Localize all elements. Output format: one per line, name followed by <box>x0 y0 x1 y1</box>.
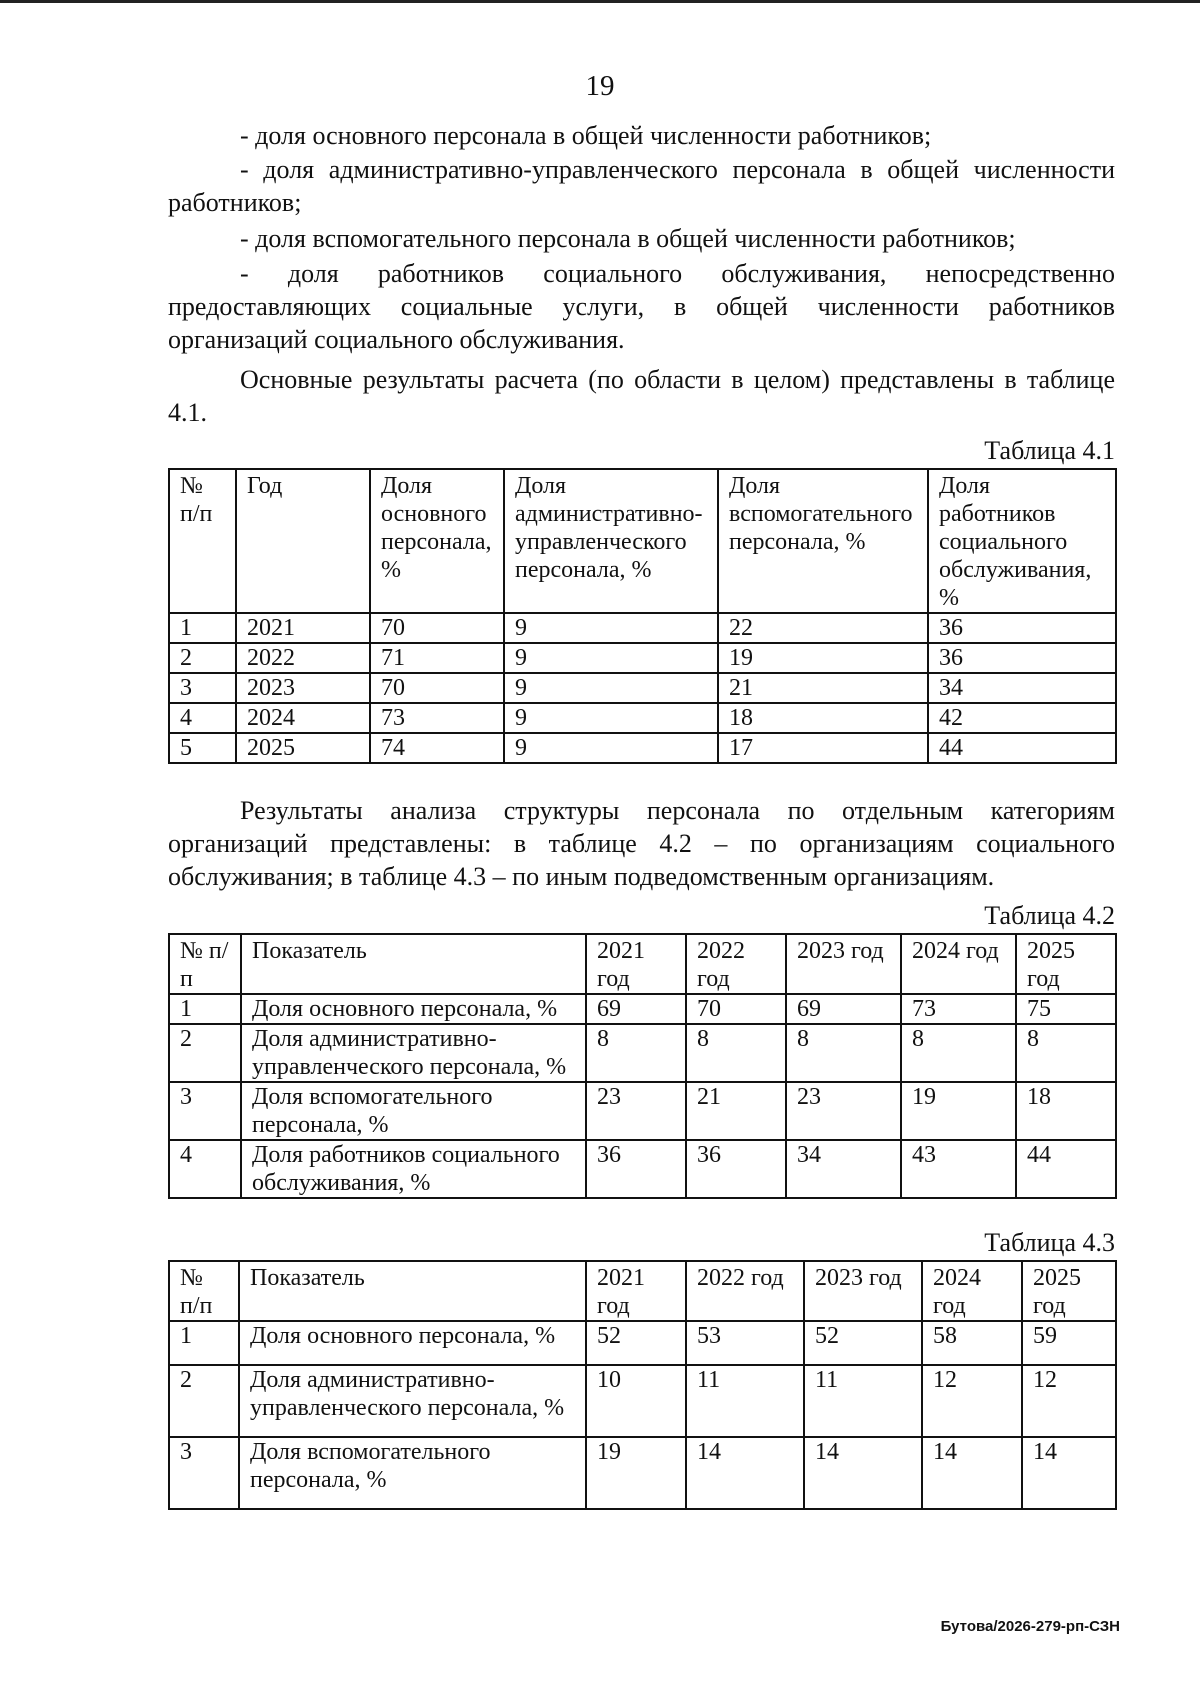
table-4-1-caption: Таблица 4.1 <box>984 436 1115 465</box>
table-cell: 1 <box>169 613 236 643</box>
header-cell: Доля вспомогательного персонала, % <box>718 469 928 613</box>
table-cell: 22 <box>718 613 928 643</box>
header-cell: № п/п <box>169 1261 239 1321</box>
table-cell: 19 <box>718 643 928 673</box>
table-cell: 2 <box>169 1365 239 1437</box>
table-cell: 11 <box>686 1365 804 1437</box>
header-cell: Доля административно-управленческого персонала, % <box>504 469 718 613</box>
table-cell: 14 <box>1022 1437 1116 1509</box>
table-row <box>169 613 1116 643</box>
table-cell: 58 <box>922 1321 1022 1365</box>
table-row <box>169 1140 1116 1198</box>
table-cell: 34 <box>786 1140 901 1198</box>
table-cell: 4 <box>169 703 236 733</box>
table-cell: 2023 <box>236 673 370 703</box>
table-cell: 43 <box>901 1140 1016 1198</box>
header-cell: 2021 год <box>586 934 686 994</box>
table-header-row <box>169 1261 1116 1321</box>
table-4-1 <box>168 468 1117 764</box>
table-cell: 1 <box>169 1321 239 1365</box>
table-cell: 36 <box>686 1140 786 1198</box>
table-cell: 18 <box>1016 1082 1116 1140</box>
table-cell: 36 <box>586 1140 686 1198</box>
header-cell: Показатель <box>239 1261 586 1321</box>
header-cell: 2023 год <box>804 1261 922 1321</box>
table-cell: 2 <box>169 1024 241 1082</box>
table-row <box>169 673 1116 703</box>
table-cell: 3 <box>169 1437 239 1509</box>
table-cell: 9 <box>504 643 718 673</box>
page-number: 19 <box>585 70 615 102</box>
paragraph-support-staff: - доля вспомогательного персонала в общей численности работников; <box>240 224 1016 253</box>
table-row <box>169 1024 1116 1082</box>
table-row <box>169 1365 1116 1437</box>
table-cell: Доля вспомогательного персонала, % <box>239 1437 586 1509</box>
table-cell: 12 <box>922 1365 1022 1437</box>
table-cell: 2 <box>169 643 236 673</box>
table-cell: 8 <box>786 1024 901 1082</box>
table-cell: 17 <box>718 733 928 763</box>
table-cell: 9 <box>504 673 718 703</box>
table-cell: 44 <box>1016 1140 1116 1198</box>
table-cell: 5 <box>169 733 236 763</box>
table-cell: 2021 <box>236 613 370 643</box>
table-cell: 11 <box>804 1365 922 1437</box>
table-cell: 23 <box>786 1082 901 1140</box>
table-cell: 8 <box>901 1024 1016 1082</box>
table-cell: 70 <box>370 613 504 643</box>
header-cell: № п/п <box>169 469 236 613</box>
header-cell: 2025 год <box>1016 934 1116 994</box>
table-4-2-caption: Таблица 4.2 <box>984 901 1115 930</box>
table-cell: 73 <box>901 994 1016 1024</box>
table-cell: 44 <box>928 733 1116 763</box>
table-cell: 2025 <box>236 733 370 763</box>
table-cell: 52 <box>804 1321 922 1365</box>
header-cell: 2025 год <box>1022 1261 1116 1321</box>
table-row <box>169 994 1116 1024</box>
table-cell: 42 <box>928 703 1116 733</box>
paragraph-results-intro: Основные результаты расчета (по области в целом) представлены в таблице 4.1. <box>168 365 1115 427</box>
table-cell: 3 <box>169 673 236 703</box>
header-cell: 2022 год <box>686 1261 804 1321</box>
table-cell: 59 <box>1022 1321 1116 1365</box>
header-cell: 2021 год <box>586 1261 686 1321</box>
table-row <box>169 703 1116 733</box>
table-4-3 <box>168 1260 1117 1510</box>
table-cell: 53 <box>686 1321 804 1365</box>
table-cell: 8 <box>586 1024 686 1082</box>
table-cell: 21 <box>718 673 928 703</box>
table-cell: 9 <box>504 703 718 733</box>
table-cell: 14 <box>804 1437 922 1509</box>
header-cell: Доля основного персонала, % <box>370 469 504 613</box>
table-cell: 74 <box>370 733 504 763</box>
header-cell: 2024 год <box>901 934 1016 994</box>
paragraph-admin-staff: - доля административно-управленческого персонала в общей численности работников; <box>168 155 1115 217</box>
table-cell: Доля основного персонала, % <box>239 1321 586 1365</box>
header-cell: Показатель <box>241 934 586 994</box>
header-cell: 2024 год <box>922 1261 1022 1321</box>
table-cell: 9 <box>504 613 718 643</box>
table-cell: Доля работников социального обслуживания, % <box>241 1140 586 1198</box>
table-cell: Доля вспомогательного персонала, % <box>241 1082 586 1140</box>
table-cell: 8 <box>686 1024 786 1082</box>
table-cell: Доля основного персонала, % <box>241 994 586 1024</box>
table-cell: 3 <box>169 1082 241 1140</box>
table-cell: 1 <box>169 994 241 1024</box>
paragraph-analysis-intro: Результаты анализа структуры персонала по отдельным категориям организаций представлены: в таблице 4.2 – по организациям социального обслуживания; в таблице 4.3 – по иным подведомственным организациям. <box>168 796 1115 891</box>
table-row <box>169 1321 1116 1365</box>
header-cell: Год <box>236 469 370 613</box>
table-row <box>169 733 1116 763</box>
table-cell: 10 <box>586 1365 686 1437</box>
table-cell: 18 <box>718 703 928 733</box>
table-cell: Доля административно-управленческого персонала, % <box>239 1365 586 1437</box>
table-cell: 70 <box>370 673 504 703</box>
table-cell: 36 <box>928 613 1116 643</box>
table-cell: 12 <box>1022 1365 1116 1437</box>
paragraph-social-workers: - доля работников социального обслуживания, непосредственно предоставляющих социальные услуги, в общей численности работников организаций социального обслуживания. <box>168 259 1115 354</box>
table-4-3-caption: Таблица 4.3 <box>984 1228 1115 1257</box>
header-cell: Доля работников социального обслуживания, % <box>928 469 1116 613</box>
table-header-row <box>169 934 1116 994</box>
table-cell: 2024 <box>236 703 370 733</box>
table-cell: 14 <box>922 1437 1022 1509</box>
header-cell: № п/п <box>169 934 241 994</box>
table-4-2 <box>168 933 1117 1199</box>
table-cell: 14 <box>686 1437 804 1509</box>
header-cell: 2022 год <box>686 934 786 994</box>
table-cell: 73 <box>370 703 504 733</box>
table-row <box>169 1082 1116 1140</box>
table-cell: 19 <box>586 1437 686 1509</box>
table-cell: 4 <box>169 1140 241 1198</box>
top-border-line <box>0 0 1200 3</box>
table-cell: 69 <box>786 994 901 1024</box>
table-row <box>169 643 1116 673</box>
table-cell: 23 <box>586 1082 686 1140</box>
document-reference-code: Бутова/2026-279-рп-СЗН <box>940 1618 1120 1635</box>
table-cell: 36 <box>928 643 1116 673</box>
table-cell: 19 <box>901 1082 1016 1140</box>
table-cell: 8 <box>1016 1024 1116 1082</box>
table-cell: 52 <box>586 1321 686 1365</box>
table-cell: 75 <box>1016 994 1116 1024</box>
table-cell: 70 <box>686 994 786 1024</box>
table-cell: 21 <box>686 1082 786 1140</box>
table-cell: 69 <box>586 994 686 1024</box>
paragraph-main-staff: - доля основного персонала в общей численности работников; <box>240 121 932 150</box>
header-cell: 2023 год <box>786 934 901 994</box>
table-header-row <box>169 469 1116 613</box>
table-cell: Доля административно-управленческого персонала, % <box>241 1024 586 1082</box>
table-row <box>169 1437 1116 1509</box>
table-cell: 71 <box>370 643 504 673</box>
table-cell: 2022 <box>236 643 370 673</box>
table-cell: 34 <box>928 673 1116 703</box>
table-cell: 9 <box>504 733 718 763</box>
